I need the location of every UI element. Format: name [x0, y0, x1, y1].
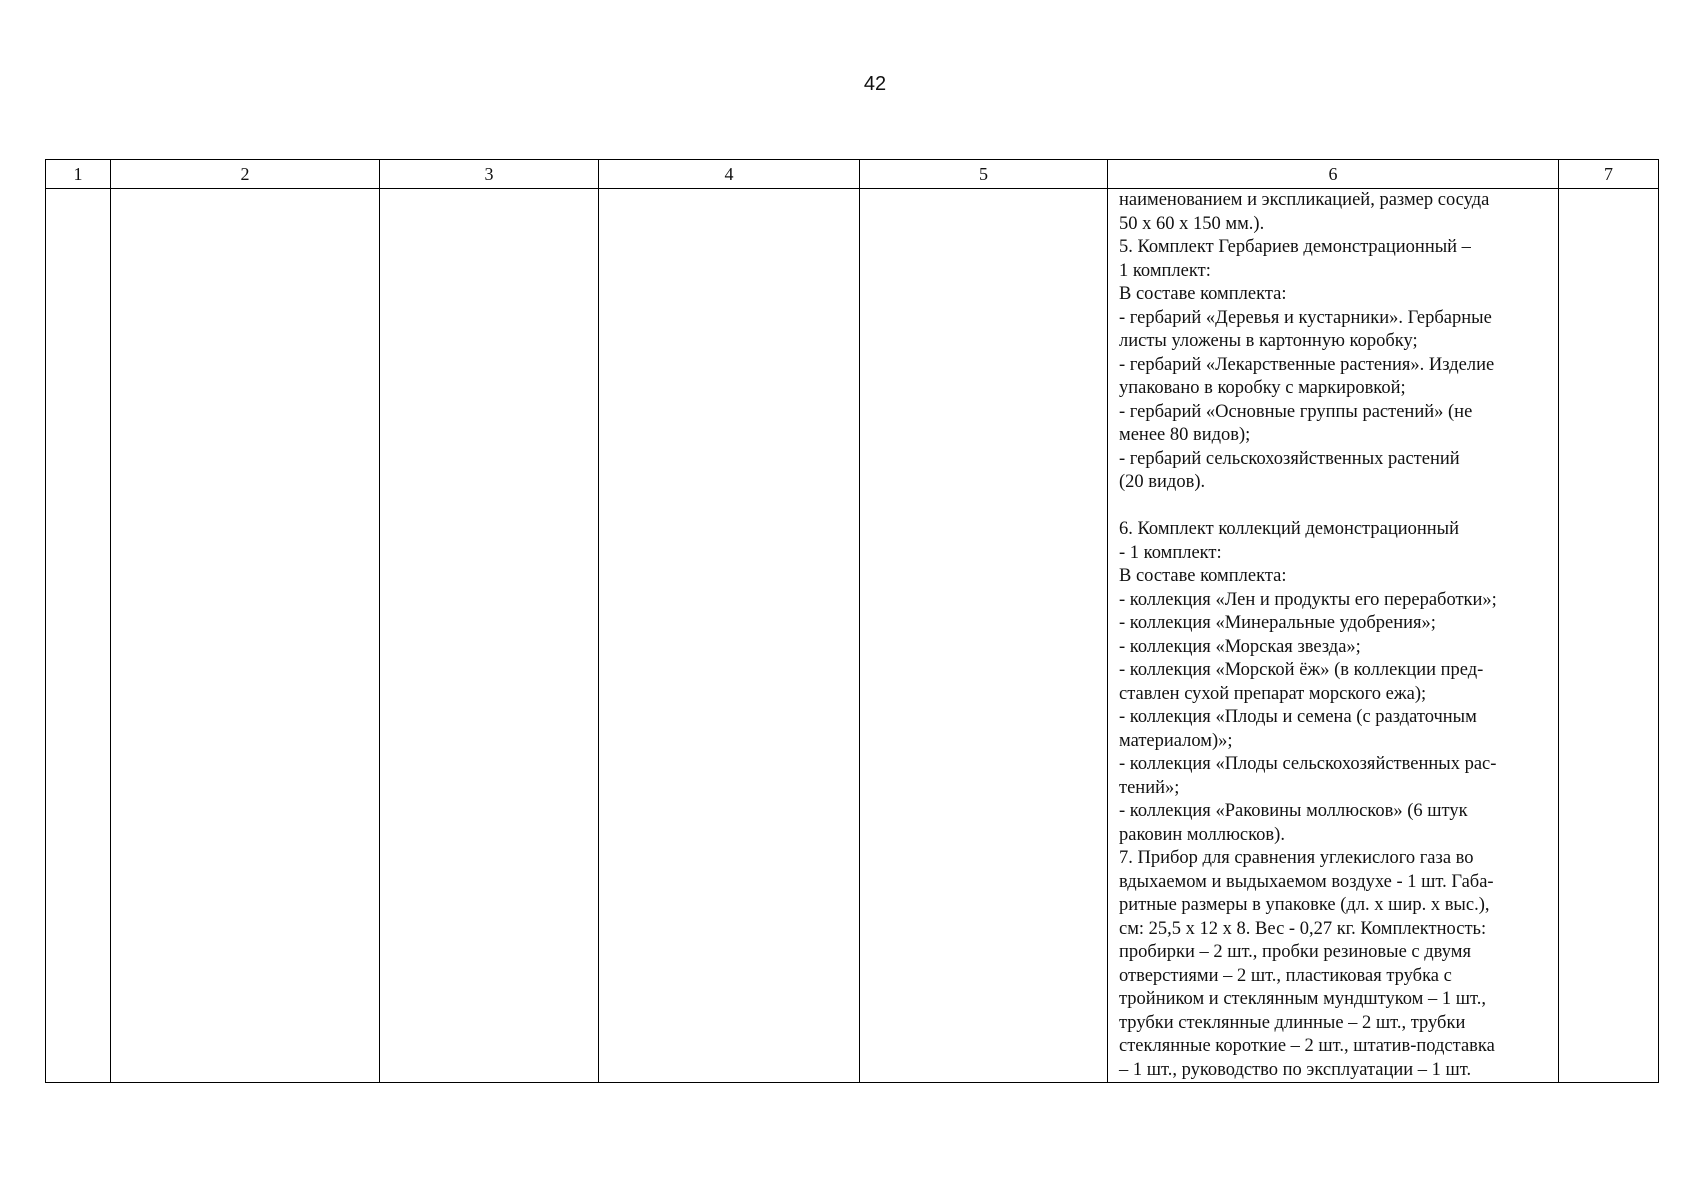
column-header-1: 1: [46, 160, 111, 189]
cell-col-7: [1559, 189, 1659, 1083]
description-line: [1119, 495, 1554, 519]
description-line: наименованием и экспликацией, размер сосуда: [1119, 190, 1490, 210]
cell-col-1: [46, 189, 111, 1083]
column-header-3: 3: [380, 160, 599, 189]
column-header-2: 2: [111, 160, 380, 189]
description-line: раковин моллюсков).: [1119, 824, 1285, 845]
cell-col-5: [860, 189, 1108, 1083]
description-line: - коллекция «Плоды и семена (с раздаточным: [1119, 707, 1477, 727]
column-header-5: 5: [860, 160, 1108, 189]
column-header-4: 4: [599, 160, 860, 189]
description-line: пробирки – 2 шт., пробки резиновые с двумя: [1119, 942, 1471, 962]
description-line: ставлен сухой препарат морского ежа);: [1119, 683, 1427, 704]
description-line: тройником и стеклянным мундштуком – 1 шт.,: [1119, 989, 1486, 1009]
description-text: [1119, 189, 1554, 1082]
description-line: 6. Комплект коллекций демонстрационный: [1119, 519, 1460, 539]
description-line: вдыхаемом и выдыхаемом воздухе - 1 шт. Габа-: [1119, 871, 1494, 892]
description-line: отверстиями – 2 шт., пластиковая трубка с: [1119, 965, 1452, 986]
description-line: 50 х 60 х 150 мм.).: [1119, 213, 1265, 234]
description-line: - коллекция «Лен и продукты его переработки»;: [1119, 589, 1497, 610]
description-line: листы уложены в картонную коробку;: [1119, 331, 1418, 351]
description-line: тений»;: [1119, 777, 1180, 798]
description-line: трубки стеклянные длинные – 2 шт., трубки: [1119, 1012, 1466, 1033]
description-line: - коллекция «Морской ёж» (в коллекции пред-: [1119, 660, 1484, 680]
description-line: - гербарий сельскохозяйственных растений: [1119, 448, 1460, 469]
description-line: материалом)»;: [1119, 730, 1233, 751]
description-line: стеклянные короткие – 2 шт., штатив-подставка: [1119, 1036, 1495, 1056]
description-line: 5. Комплект Гербариев демонстрационный –: [1119, 237, 1471, 257]
page-number: 42: [863, 73, 887, 95]
description-line: - коллекция «Морская звезда»;: [1119, 636, 1361, 657]
description-line: упаковано в коробку с маркировкой;: [1119, 378, 1406, 398]
description-line: 1 комплект:: [1119, 260, 1211, 281]
description-line: – 1 шт., руководство по эксплуатации – 1 шт.: [1119, 1059, 1472, 1080]
description-line: - коллекция «Плоды сельскохозяйственных рас-: [1119, 754, 1497, 774]
table-row: [46, 189, 1659, 1083]
cell-col-6-description: [1108, 189, 1559, 1083]
column-header-7: 7: [1559, 160, 1659, 189]
description-line: (20 видов).: [1119, 472, 1206, 492]
description-line: В составе комплекта:: [1119, 566, 1287, 586]
description-line: - коллекция «Минеральные удобрения»;: [1119, 613, 1436, 633]
description-line: ритные размеры в упаковке (дл. х шир. х выс.),: [1119, 895, 1490, 915]
description-line: В составе комплекта:: [1119, 284, 1287, 304]
header-row: [46, 160, 1659, 189]
description-line: - гербарий «Лекарственные растения». Изделие: [1119, 354, 1495, 375]
description-line: менее 80 видов);: [1119, 425, 1251, 445]
cell-col-3: [380, 189, 599, 1083]
description-line: - 1 комплект:: [1119, 542, 1222, 563]
cell-col-4: [599, 189, 860, 1083]
cell-col-2: [111, 189, 380, 1083]
description-line: - гербарий «Деревья и кустарники». Гербарные: [1119, 307, 1492, 328]
column-header-6: 6: [1108, 160, 1559, 189]
description-line: - гербарий «Основные группы растений» (не: [1119, 401, 1473, 422]
description-line: 7. Прибор для сравнения углекислого газа во: [1119, 848, 1474, 868]
description-line: см: 25,5 х 12 х 8. Вес - 0,27 кг. Комплектность:: [1119, 918, 1487, 939]
specification-table: [45, 159, 1659, 1083]
description-line: - коллекция «Раковины моллюсков» (6 штук: [1119, 801, 1468, 821]
